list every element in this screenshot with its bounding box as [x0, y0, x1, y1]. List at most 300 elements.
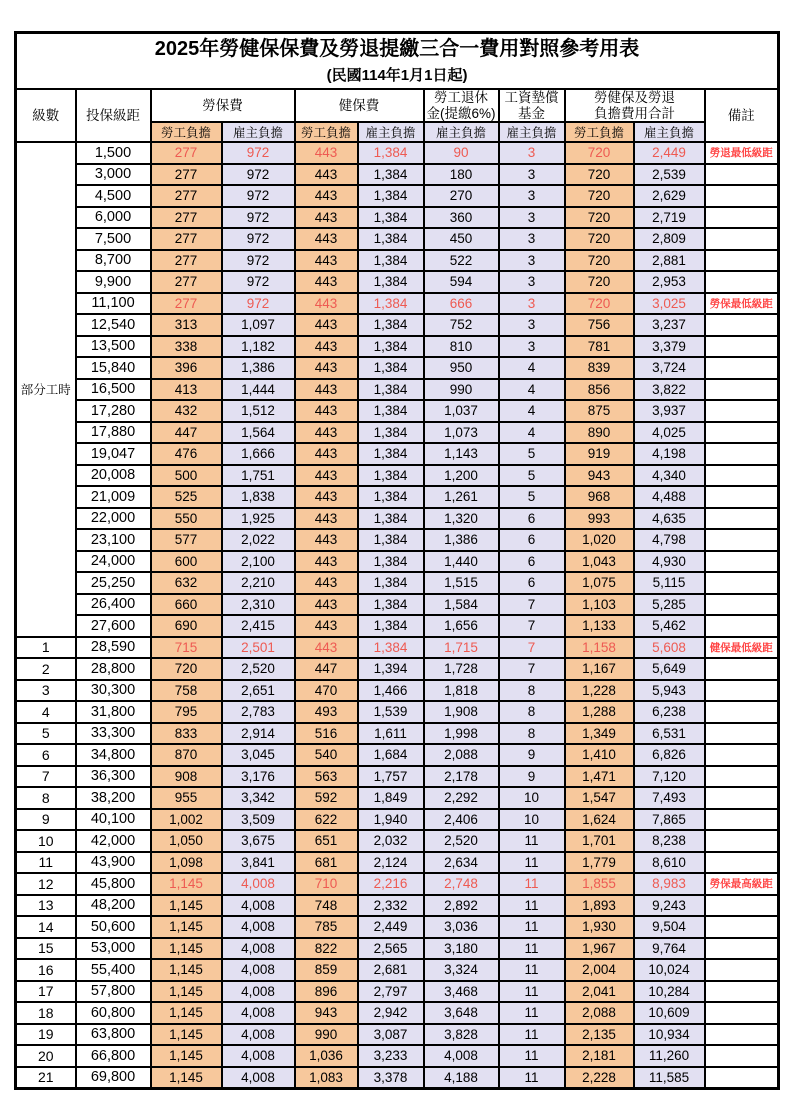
pension-cell: 3,036	[424, 916, 499, 938]
pension-cell: 1,656	[424, 615, 499, 637]
table-row	[16, 959, 779, 981]
health-employer-cell: 1,466	[358, 680, 424, 702]
remark-cell: 勞保最高級距	[705, 873, 779, 895]
wage-fund-cell: 4	[499, 422, 565, 444]
total-employee-cell: 839	[565, 357, 634, 379]
pension-cell: 180	[424, 164, 499, 186]
labor-employer-cell: 972	[222, 271, 295, 293]
wage-fund-cell: 5	[499, 465, 565, 487]
pension-cell: 360	[424, 207, 499, 229]
table-row	[16, 271, 779, 293]
labor-employer-cell: 3,045	[222, 744, 295, 766]
remark-cell	[705, 185, 779, 207]
bracket-cell: 23,100	[76, 529, 151, 551]
header-group-row	[16, 89, 779, 122]
title-row	[16, 33, 779, 90]
health-employee-cell: 447	[295, 658, 358, 680]
table-row	[16, 680, 779, 702]
health-employer-cell: 1,384	[358, 551, 424, 573]
header-total-line1: 勞健保及勞退	[594, 90, 675, 105]
remark-cell	[705, 594, 779, 616]
wage-fund-cell: 11	[499, 1067, 565, 1089]
header-bracket: 投保級距	[76, 89, 151, 142]
health-employee-cell: 443	[295, 142, 358, 164]
remark-cell	[705, 1045, 779, 1067]
total-employee-cell: 1,930	[565, 916, 634, 938]
labor-employee-cell: 313	[151, 314, 222, 336]
labor-employer-cell: 1,564	[222, 422, 295, 444]
health-employer-cell: 1,384	[358, 207, 424, 229]
health-employee-cell: 443	[295, 314, 358, 336]
wage-fund-cell: 10	[499, 787, 565, 809]
total-employee-cell: 720	[565, 164, 634, 186]
pension-cell: 2,088	[424, 744, 499, 766]
pension-cell: 4,188	[424, 1067, 499, 1089]
wage-fund-cell: 11	[499, 895, 565, 917]
header-wage-fund-line2: 基金	[518, 105, 545, 121]
bracket-cell: 33,300	[76, 723, 151, 745]
total-employee-cell: 943	[565, 465, 634, 487]
total-employer-cell: 3,379	[634, 336, 705, 358]
table-row	[16, 228, 779, 250]
bracket-cell: 1,500	[76, 142, 151, 164]
table-row	[16, 895, 779, 917]
bracket-cell: 16,500	[76, 379, 151, 401]
labor-employee-cell: 1,002	[151, 809, 222, 831]
wage-fund-cell: 3	[499, 293, 565, 315]
level-cell: 10	[16, 830, 76, 852]
bracket-cell: 15,840	[76, 357, 151, 379]
health-employee-cell: 710	[295, 873, 358, 895]
total-employer-cell: 2,539	[634, 164, 705, 186]
table-row	[16, 486, 779, 508]
wage-fund-cell: 11	[499, 981, 565, 1003]
labor-employee-cell: 715	[151, 637, 222, 659]
level-cell: 4	[16, 701, 76, 723]
remark-cell	[705, 916, 779, 938]
bracket-cell: 17,280	[76, 400, 151, 422]
health-employer-cell: 3,378	[358, 1067, 424, 1089]
wage-fund-cell: 3	[499, 314, 565, 336]
bracket-cell: 57,800	[76, 981, 151, 1003]
labor-employer-cell: 3,675	[222, 830, 295, 852]
bracket-cell: 28,800	[76, 658, 151, 680]
health-employee-cell: 443	[295, 336, 358, 358]
health-employer-cell: 3,233	[358, 1045, 424, 1067]
labor-employer-cell: 2,783	[222, 701, 295, 723]
table-row	[16, 164, 779, 186]
header-total-line2: 負擔費用合計	[594, 105, 675, 121]
labor-employer-cell: 4,008	[222, 1002, 295, 1024]
wage-fund-cell: 11	[499, 830, 565, 852]
bracket-cell: 8,700	[76, 250, 151, 272]
health-employee-cell: 443	[295, 443, 358, 465]
total-employer-cell: 9,243	[634, 895, 705, 917]
health-employer-cell: 1,384	[358, 357, 424, 379]
remark-cell	[705, 1002, 779, 1024]
labor-employer-cell: 2,651	[222, 680, 295, 702]
labor-employee-cell: 1,145	[151, 1002, 222, 1024]
labor-employee-cell: 690	[151, 615, 222, 637]
total-employer-cell: 10,609	[634, 1002, 705, 1024]
remark-cell	[705, 443, 779, 465]
health-employee-cell: 443	[295, 422, 358, 444]
bracket-cell: 63,800	[76, 1024, 151, 1046]
header-pension	[424, 89, 499, 122]
health-employee-cell: 443	[295, 185, 358, 207]
pension-cell: 1,728	[424, 658, 499, 680]
labor-employer-cell: 1,182	[222, 336, 295, 358]
remark-cell	[705, 1067, 779, 1089]
table-row	[16, 809, 779, 831]
health-employer-cell: 2,332	[358, 895, 424, 917]
total-employee-cell: 1,043	[565, 551, 634, 573]
labor-employer-cell: 4,008	[222, 873, 295, 895]
labor-employer-cell: 2,520	[222, 658, 295, 680]
wage-fund-cell: 4	[499, 400, 565, 422]
total-employee-cell: 2,041	[565, 981, 634, 1003]
table-row	[16, 572, 779, 594]
labor-employee-cell: 833	[151, 723, 222, 745]
labor-employer-cell: 2,100	[222, 551, 295, 573]
labor-employee-cell: 1,145	[151, 1045, 222, 1067]
total-employee-cell: 720	[565, 142, 634, 164]
labor-employee-cell: 1,145	[151, 959, 222, 981]
health-employer-cell: 1,384	[358, 508, 424, 530]
remark-cell	[705, 744, 779, 766]
wage-fund-cell: 7	[499, 594, 565, 616]
bracket-cell: 20,008	[76, 465, 151, 487]
labor-employee-cell: 525	[151, 486, 222, 508]
bracket-cell: 27,600	[76, 615, 151, 637]
health-employee-cell: 443	[295, 486, 358, 508]
bracket-cell: 42,000	[76, 830, 151, 852]
bracket-cell: 45,800	[76, 873, 151, 895]
health-employer-cell: 1,384	[358, 250, 424, 272]
total-employee-cell: 2,088	[565, 1002, 634, 1024]
table-row	[16, 852, 779, 874]
total-employee-cell: 1,288	[565, 701, 634, 723]
pension-cell: 3,180	[424, 938, 499, 960]
remark-cell	[705, 551, 779, 573]
table-row	[16, 787, 779, 809]
pension-cell: 1,320	[424, 508, 499, 530]
labor-employer-cell: 3,509	[222, 809, 295, 831]
health-employee-cell: 859	[295, 959, 358, 981]
pension-cell: 752	[424, 314, 499, 336]
labor-employee-cell: 413	[151, 379, 222, 401]
labor-employee-cell: 277	[151, 164, 222, 186]
table-row	[16, 314, 779, 336]
bracket-cell: 53,000	[76, 938, 151, 960]
total-employer-cell: 2,881	[634, 250, 705, 272]
wage-fund-cell: 3	[499, 207, 565, 229]
total-employee-cell: 2,135	[565, 1024, 634, 1046]
pension-cell: 1,515	[424, 572, 499, 594]
health-employer-cell: 2,681	[358, 959, 424, 981]
header-remark: 備註	[705, 89, 779, 142]
page-subtitle: (民國114年1月1日起)	[326, 67, 468, 84]
health-employer-cell: 1,384	[358, 271, 424, 293]
pension-cell: 950	[424, 357, 499, 379]
labor-employee-cell: 338	[151, 336, 222, 358]
remark-cell	[705, 830, 779, 852]
labor-employee-cell: 1,145	[151, 873, 222, 895]
level-cell: 21	[16, 1067, 76, 1089]
level-cell: 16	[16, 959, 76, 981]
bracket-cell: 17,880	[76, 422, 151, 444]
remark-cell	[705, 422, 779, 444]
title-cell	[16, 33, 779, 90]
remark-cell	[705, 809, 779, 831]
bracket-cell: 24,000	[76, 551, 151, 573]
labor-employee-cell: 432	[151, 400, 222, 422]
remark-cell	[705, 852, 779, 874]
remark-cell	[705, 787, 779, 809]
wage-fund-cell: 11	[499, 852, 565, 874]
labor-employer-cell: 1,925	[222, 508, 295, 530]
health-employee-cell: 443	[295, 572, 358, 594]
header-pension-line2: 金(提繳6%)	[426, 105, 496, 121]
level-cell: 19	[16, 1024, 76, 1046]
remark-cell	[705, 508, 779, 530]
level-cell: 5	[16, 723, 76, 745]
health-employee-cell: 443	[295, 637, 358, 659]
wage-fund-cell: 11	[499, 1045, 565, 1067]
health-employee-cell: 785	[295, 916, 358, 938]
labor-employer-cell: 4,008	[222, 1045, 295, 1067]
pension-cell: 3,648	[424, 1002, 499, 1024]
health-employee-cell: 443	[295, 615, 358, 637]
pension-cell: 1,143	[424, 443, 499, 465]
health-employee-cell: 651	[295, 830, 358, 852]
total-employer-cell: 10,934	[634, 1024, 705, 1046]
health-employee-cell: 540	[295, 744, 358, 766]
labor-employee-cell: 955	[151, 787, 222, 809]
remark-cell	[705, 379, 779, 401]
total-employer-cell: 4,025	[634, 422, 705, 444]
level-cell: 3	[16, 680, 76, 702]
health-employer-cell: 1,940	[358, 809, 424, 831]
pension-cell: 1,386	[424, 529, 499, 551]
level-cell: 20	[16, 1045, 76, 1067]
wage-fund-cell: 5	[499, 486, 565, 508]
bracket-cell: 7,500	[76, 228, 151, 250]
table-row	[16, 938, 779, 960]
labor-employer-cell: 1,838	[222, 486, 295, 508]
total-employee-cell: 919	[565, 443, 634, 465]
bracket-cell: 40,100	[76, 809, 151, 831]
total-employer-cell: 10,024	[634, 959, 705, 981]
labor-employer-cell: 972	[222, 185, 295, 207]
pension-cell: 2,292	[424, 787, 499, 809]
table-row	[16, 207, 779, 229]
total-employee-cell: 2,181	[565, 1045, 634, 1067]
health-employer-cell: 1,384	[358, 228, 424, 250]
remark-cell	[705, 486, 779, 508]
wage-fund-cell: 10	[499, 809, 565, 831]
subheader-pension-employer: 雇主負擔	[424, 122, 499, 142]
remark-cell	[705, 465, 779, 487]
total-employee-cell: 720	[565, 271, 634, 293]
subheader-labor-employee: 勞工負擔	[151, 122, 222, 142]
labor-employee-cell: 447	[151, 422, 222, 444]
bracket-cell: 38,200	[76, 787, 151, 809]
table-row	[16, 529, 779, 551]
labor-employer-cell: 4,008	[222, 938, 295, 960]
level-cell: 8	[16, 787, 76, 809]
health-employer-cell: 1,384	[358, 314, 424, 336]
total-employer-cell: 4,798	[634, 529, 705, 551]
pension-cell: 2,748	[424, 873, 499, 895]
health-employee-cell: 443	[295, 594, 358, 616]
table-row	[16, 744, 779, 766]
bracket-cell: 3,000	[76, 164, 151, 186]
remark-cell: 健保最低級距	[705, 637, 779, 659]
pension-cell: 4,008	[424, 1045, 499, 1067]
health-employee-cell: 443	[295, 357, 358, 379]
health-employer-cell: 1,384	[358, 529, 424, 551]
wage-fund-cell: 8	[499, 680, 565, 702]
table-row	[16, 293, 779, 315]
labor-employee-cell: 795	[151, 701, 222, 723]
total-employer-cell: 4,635	[634, 508, 705, 530]
total-employer-cell: 3,237	[634, 314, 705, 336]
labor-employer-cell: 972	[222, 164, 295, 186]
header-wage-fund-line1: 工資墊償	[504, 90, 559, 105]
total-employer-cell: 6,531	[634, 723, 705, 745]
health-employer-cell: 1,384	[358, 443, 424, 465]
remark-cell	[705, 572, 779, 594]
total-employee-cell: 720	[565, 207, 634, 229]
remark-cell	[705, 895, 779, 917]
health-employee-cell: 470	[295, 680, 358, 702]
labor-employer-cell: 4,008	[222, 981, 295, 1003]
level-cell: 18	[16, 1002, 76, 1024]
total-employee-cell: 1,701	[565, 830, 634, 852]
table-row	[16, 658, 779, 680]
health-employee-cell: 990	[295, 1024, 358, 1046]
labor-employer-cell: 2,210	[222, 572, 295, 594]
level-cell: 1	[16, 637, 76, 659]
pension-cell: 522	[424, 250, 499, 272]
table-row	[16, 357, 779, 379]
total-employer-cell: 5,285	[634, 594, 705, 616]
health-employer-cell: 1,384	[358, 637, 424, 659]
labor-employer-cell: 2,022	[222, 529, 295, 551]
total-employer-cell: 2,809	[634, 228, 705, 250]
wage-fund-cell: 3	[499, 142, 565, 164]
labor-employer-cell: 1,666	[222, 443, 295, 465]
total-employee-cell: 720	[565, 293, 634, 315]
wage-fund-cell: 8	[499, 723, 565, 745]
health-employer-cell: 3,087	[358, 1024, 424, 1046]
labor-employer-cell: 4,008	[222, 895, 295, 917]
labor-employee-cell: 1,145	[151, 981, 222, 1003]
bracket-cell: 4,500	[76, 185, 151, 207]
bracket-cell: 22,000	[76, 508, 151, 530]
total-employer-cell: 5,649	[634, 658, 705, 680]
health-employer-cell: 1,849	[358, 787, 424, 809]
labor-employee-cell: 660	[151, 594, 222, 616]
table-row	[16, 379, 779, 401]
level-cell: 6	[16, 744, 76, 766]
table-row	[16, 400, 779, 422]
health-employee-cell: 822	[295, 938, 358, 960]
labor-employee-cell: 396	[151, 357, 222, 379]
health-employee-cell: 443	[295, 529, 358, 551]
pension-cell: 1,584	[424, 594, 499, 616]
health-employee-cell: 443	[295, 379, 358, 401]
bracket-cell: 55,400	[76, 959, 151, 981]
pension-cell: 1,037	[424, 400, 499, 422]
total-employee-cell: 1,547	[565, 787, 634, 809]
table-row	[16, 250, 779, 272]
total-employer-cell: 4,198	[634, 443, 705, 465]
pension-cell: 1,715	[424, 637, 499, 659]
labor-employee-cell: 600	[151, 551, 222, 573]
table-row	[16, 723, 779, 745]
total-employer-cell: 4,488	[634, 486, 705, 508]
pension-cell: 270	[424, 185, 499, 207]
labor-employee-cell: 758	[151, 680, 222, 702]
total-employee-cell: 1,967	[565, 938, 634, 960]
wage-fund-cell: 3	[499, 336, 565, 358]
pension-cell: 3,828	[424, 1024, 499, 1046]
wage-fund-cell: 3	[499, 185, 565, 207]
total-employer-cell: 7,493	[634, 787, 705, 809]
total-employee-cell: 1,103	[565, 594, 634, 616]
wage-fund-cell: 7	[499, 637, 565, 659]
level-cell: 13	[16, 895, 76, 917]
wage-fund-cell: 9	[499, 744, 565, 766]
table-row	[16, 1067, 779, 1089]
table-row	[16, 766, 779, 788]
remark-cell	[705, 228, 779, 250]
subheader-labor-employer: 雇主負擔	[222, 122, 295, 142]
wage-fund-cell: 3	[499, 228, 565, 250]
wage-fund-cell: 7	[499, 658, 565, 680]
remark-cell: 勞保最低級距	[705, 293, 779, 315]
health-employer-cell: 2,449	[358, 916, 424, 938]
total-employee-cell: 1,410	[565, 744, 634, 766]
health-employer-cell: 1,384	[358, 486, 424, 508]
table-row	[16, 1024, 779, 1046]
bracket-cell: 12,540	[76, 314, 151, 336]
total-employer-cell: 5,462	[634, 615, 705, 637]
remark-cell	[705, 529, 779, 551]
health-employee-cell: 443	[295, 250, 358, 272]
total-employee-cell: 1,167	[565, 658, 634, 680]
subheader-total-employer: 雇主負擔	[634, 122, 705, 142]
level-cell: 14	[16, 916, 76, 938]
labor-employee-cell: 632	[151, 572, 222, 594]
health-employer-cell: 2,032	[358, 830, 424, 852]
fee-reference-sheet	[14, 31, 780, 1090]
total-employee-cell: 1,893	[565, 895, 634, 917]
remark-cell	[705, 250, 779, 272]
wage-fund-cell: 6	[499, 508, 565, 530]
health-employer-cell: 1,384	[358, 293, 424, 315]
wage-fund-cell: 4	[499, 357, 565, 379]
health-employee-cell: 896	[295, 981, 358, 1003]
header-wage-fund	[499, 89, 565, 122]
bracket-cell: 9,900	[76, 271, 151, 293]
labor-employer-cell: 972	[222, 207, 295, 229]
pension-cell: 90	[424, 142, 499, 164]
total-employer-cell: 2,449	[634, 142, 705, 164]
labor-employee-cell: 1,145	[151, 1024, 222, 1046]
